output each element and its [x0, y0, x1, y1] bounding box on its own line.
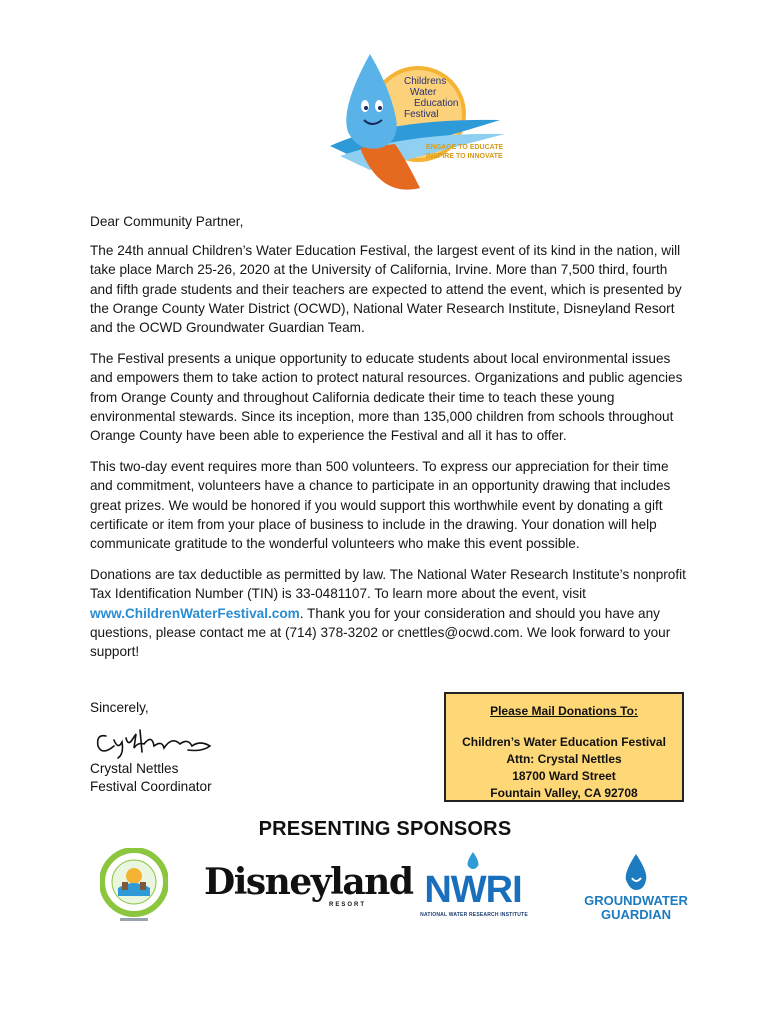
- signer-name: Crystal Nettles: [90, 761, 179, 776]
- salutation: Dear Community Partner,: [90, 214, 244, 229]
- groundwater-guardian-wordmark: [574, 894, 698, 922]
- ocwd-seal-graphic: [100, 848, 168, 926]
- logo-name-line: Childrens: [404, 76, 447, 87]
- address-line: Children’s Water Education Festival: [462, 735, 666, 749]
- signoff: Sincerely,: [90, 700, 149, 715]
- logo-name-line: Education: [414, 98, 459, 109]
- handwritten-signature: [92, 716, 222, 760]
- address-line: Fountain Valley, CA 92708: [490, 786, 638, 800]
- address-line: Attn: Crystal Nettles: [506, 752, 622, 766]
- address-line: 18700 Ward Street: [512, 769, 616, 783]
- festival-website-link[interactable]: www.ChildrenWaterFestival.com: [90, 605, 300, 621]
- water-drop-icon: [574, 852, 698, 892]
- nwri-wordmark: NWRI: [424, 869, 522, 911]
- paragraph-volunteers: This two-day event requires more than 500 volunteers. To express our appreciation for their time and commitment, volunteers have a chance to participate in an opportunity drawing that includes great prizes. We would be honored if you would support this worthwhile event by donating a gift certificate or item from your place of business to include in the drawing. Your donation will help communicate gratitude to the wonderful volunteers who make this event possible.: [90, 459, 671, 552]
- mail-donations-title: Please Mail Donations To:: [490, 704, 638, 718]
- presenting-sponsors-heading: PRESENTING SPONSORS: [258, 818, 512, 840]
- disneyland-resort-label: RESORT: [328, 902, 366, 908]
- festival-logo-tagline: [426, 143, 516, 161]
- logo-tagline-line: ENGAGE TO EDUCATE: [426, 144, 504, 151]
- donations-text-before-link: Donations are tax deductible as permitted by law. The National Water Research Institute’s nonprofit Tax Identification Number (TIN) is 33-0481107. To learn more about the event, visit: [90, 567, 686, 602]
- mail-address: [446, 734, 682, 802]
- paragraph-purpose: The Festival presents a unique opportunity to educate students about local environmental issues and empowers them to take action to protect natural resources. Organizations and public agencies from Orange County and throughout California dedicate their time to teach these young environmental stewards. Since its inception, more than 135,000 children from schools throughout Orange County have been able to experience the Festival and all it has to offer.: [90, 351, 683, 444]
- festival-logo: [300, 48, 520, 198]
- letter-body: [90, 212, 690, 673]
- festival-logo-name: [404, 76, 474, 120]
- paragraph-intro: The 24th annual Children’s Water Education Festival, the largest event of its kind in the nation, will take place March 25-26, 2020 at the University of California, Irvine. More than 7,500 third, fourth and fifth grade students and their teachers are expected to attend the event, which is presented by the Orange County Water District (OCWD), National Water Research Institute, Disneyland Resort and the OCWD Groundwater Guardian Team.: [90, 243, 682, 336]
- logo-tagline-line: INSPIRE TO INNOVATE: [426, 153, 503, 160]
- paragraph-donations: [90, 565, 690, 661]
- ocwd-seal-logo: [100, 848, 168, 926]
- disneyland-wordmark: Disneyland: [204, 861, 413, 903]
- gwg-line: GUARDIAN: [600, 907, 672, 922]
- logo-name-line: Water: [410, 87, 437, 98]
- mail-donations-box: [444, 692, 684, 802]
- donations-text-after-link: . Thank you for your consideration and should you have any questions, please contact me at (714) 378-3202 or cnettles@ocwd.com. We look forward to your support!: [90, 605, 671, 660]
- signer-title: Festival Coordinator: [90, 779, 212, 794]
- signer-block: [90, 760, 212, 796]
- nwri-logo: [418, 852, 538, 924]
- groundwater-guardian-logo: [574, 852, 704, 924]
- gwg-line: GROUNDWATER: [584, 893, 688, 908]
- disneyland-resort-logo: [204, 861, 413, 916]
- logo-name-line: Festival: [404, 109, 439, 120]
- festival-logo-graphic: [300, 48, 520, 198]
- nwri-full-name: NATIONAL WATER RESEARCH INSTITUTE: [420, 912, 528, 918]
